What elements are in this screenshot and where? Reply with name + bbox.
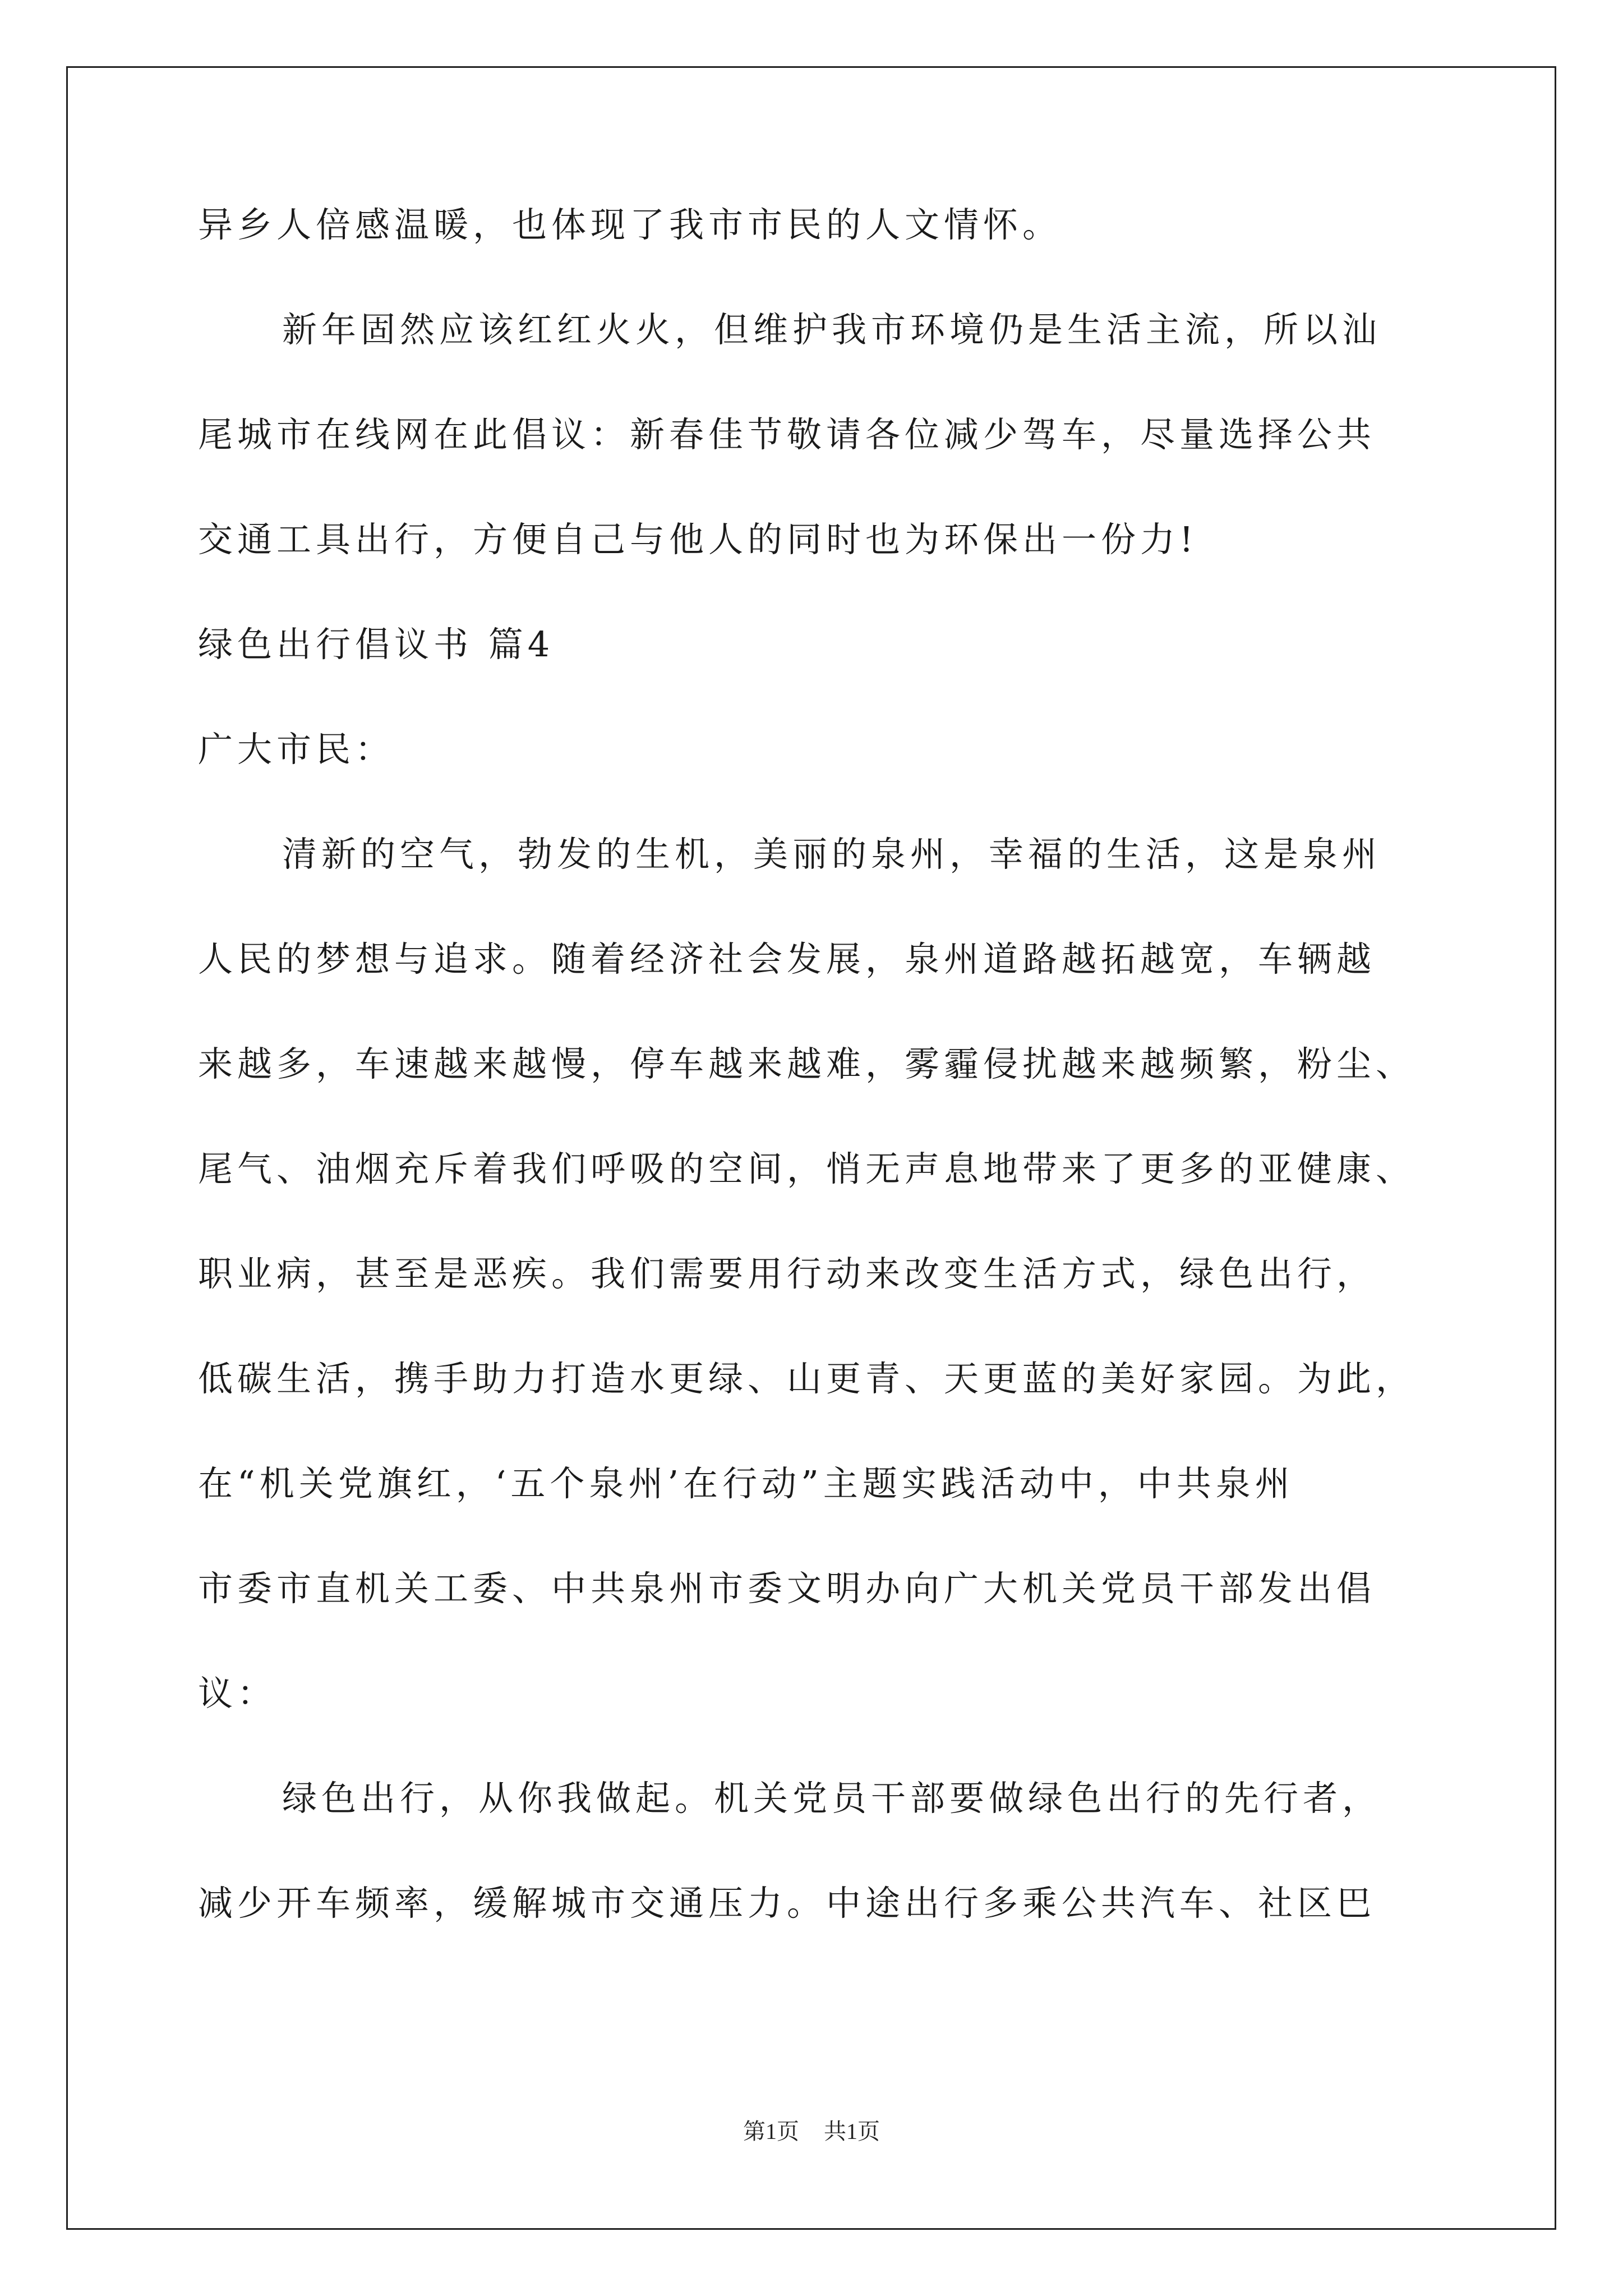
paragraph-line: 新年固然应该红红火火，但维护我市环境仍是生活主流，所以汕 [282,309,1382,350]
paragraph-line: 人民的梦想与追求。随着经济社会发展，泉州道路越拓越宽，车辆越 [198,938,1376,979]
page-number: 第1页 [743,2119,799,2144]
page-total: 共1页 [824,2119,880,2144]
paragraph-line: 异乡人倍感温暖，也体现了我市市民的人文情怀。 [198,204,1062,245]
paragraph-line: 交通工具出行，方便自己与他人的同时也为环保出一份力! [198,519,1198,560]
paragraph-line: 绿色出行，从你我做起。机关党员干部要做绿色出行的先行者， [282,1778,1382,1819]
paragraph-line: 尾气、油烟充斥着我们呼吸的空间，悄无声息地带来了更多的亚健康、 [198,1148,1415,1189]
document-body [198,204,1432,1991]
paragraph-line: 低碳生活，携手助力打造水更绿、山更青、天更蓝的美好家园。为此， [198,1358,1415,1399]
paragraph-line: 议： [198,1673,277,1714]
salutation: 广大市民： [198,729,395,770]
page-footer [0,2119,1623,2144]
paragraph-line: 市委市直机关工委、中共泉州市委文明办向广大机关党员干部发出倡 [198,1568,1376,1609]
section-heading: 绿色出行倡议书 篇4 [198,624,555,665]
paragraph-line: 减少开车频率，缓解城市交通压力。中途出行多乘公共汽车、社区巴 [198,1883,1376,1924]
paragraph-line: 清新的空气，勃发的生机，美丽的泉州，幸福的生活，这是泉州 [282,834,1382,875]
paragraph-line: 在“机关党旗红，‘五个泉州’在行动”主题实践活动中，中共泉州 [198,1463,1294,1504]
paragraph-line: 尾城市在线网在此倡议：新春佳节敬请各位减少驾车，尽量选择公共 [198,414,1376,455]
paragraph-line: 来越多，车速越来越慢，停车越来越难，雾霾侵扰越来越频繁，粉尘、 [198,1043,1415,1084]
paragraph-line: 职业病，甚至是恶疾。我们需要用行动来改变生活方式，绿色出行， [198,1253,1376,1294]
